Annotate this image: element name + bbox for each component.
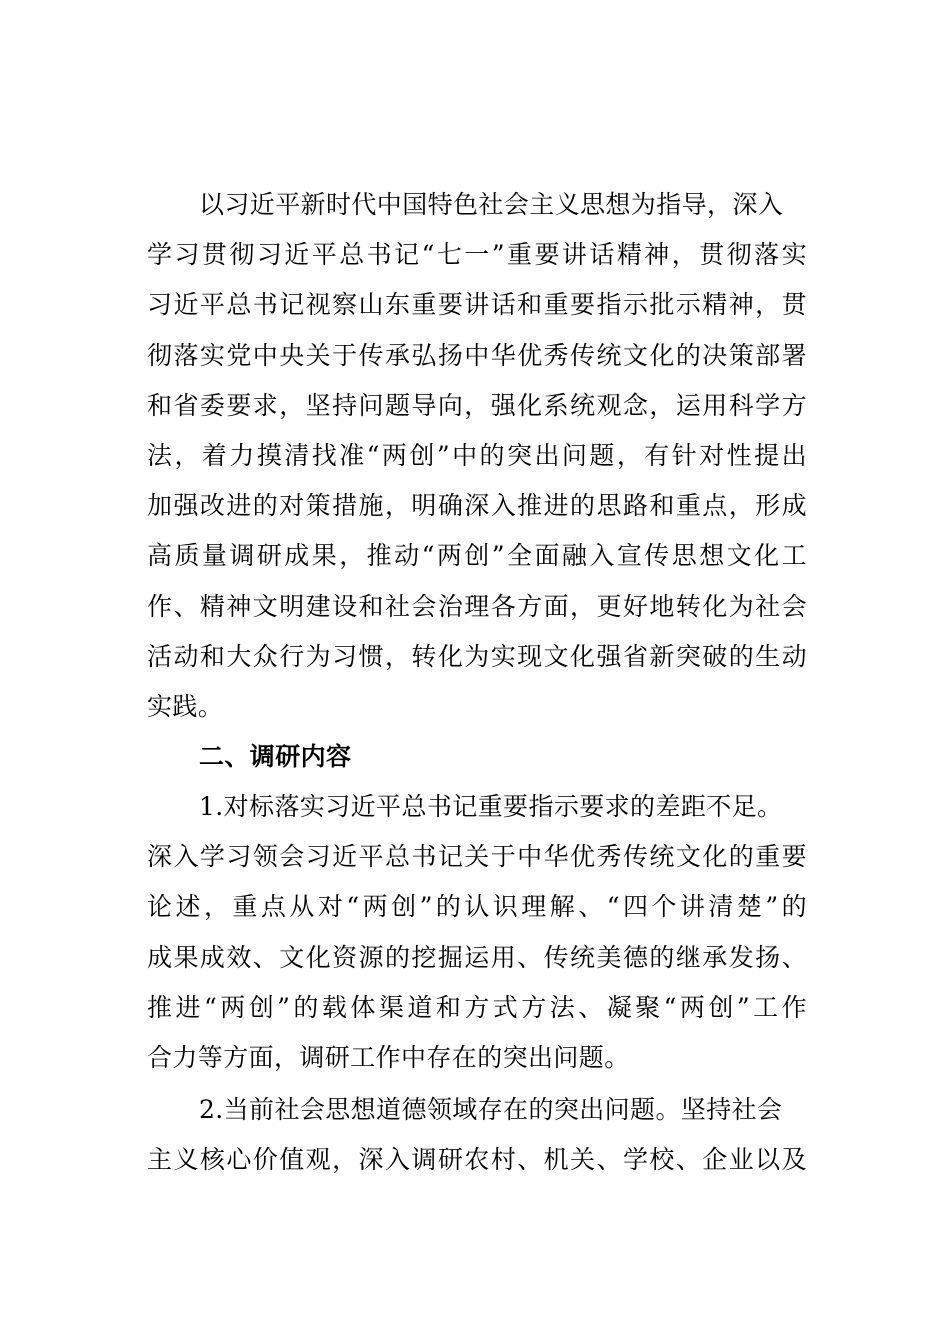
text-line: 论述，重点从对“两创”的认识理解、“四个讲清楚”的 <box>147 892 807 922</box>
text-line: 深入学习领会习近平总书记关于中华优秀传统文化的重要 <box>147 842 807 872</box>
text-line: 和省委要求，坚持问题导向，强化系统观念，运用科学方 <box>147 390 807 420</box>
text-line: 以习近平新时代中国特色社会主义思想为指导，深入 <box>199 190 784 219</box>
section-heading: 二、调研内容 <box>199 742 352 771</box>
text-line: 加强改进的对策措施，明确深入推进的思路和重点，形成 <box>147 491 807 521</box>
text-line: 1.对标落实习近平总书记重要指示要求的差距不足。 <box>199 792 783 821</box>
text-line: 高质量调研成果，推动“两创”全面融入宣传思想文化工 <box>147 541 807 571</box>
research-item-2 <box>147 1085 807 1185</box>
text-line: 2.当前社会思想道德领域存在的突出问题。坚持社会 <box>199 1095 783 1124</box>
text-line: 学习贯彻习近平总书记“七一”重要讲话精神，贯彻落实 <box>147 240 807 270</box>
text-line: 活动和大众行为习惯，转化为实现文化强省新突破的生动 <box>147 641 807 671</box>
guiding-paragraph <box>147 180 807 732</box>
section-heading-block <box>147 732 807 782</box>
text-line: 主义核心价值观，深入调研农村、机关、学校、企业以及 <box>147 1145 807 1175</box>
text-line: 推进“两创”的载体渠道和方式方法、凝聚“两创”工作 <box>147 992 807 1022</box>
text-line: 法，着力摸清找准“两创”中的突出问题，有针对性提出 <box>147 440 807 470</box>
text-line: 成果成效、文化资源的挖掘运用、传统美德的继承发扬、 <box>147 942 807 972</box>
text-line: 实践。 <box>147 691 224 721</box>
text-line: 彻落实党中央关于传承弘扬中华优秀传统文化的决策部署 <box>147 340 807 370</box>
text-line: 合力等方面，调研工作中存在的突出问题。 <box>147 1042 630 1072</box>
text-line: 习近平总书记视察山东重要讲话和重要指示批示精神，贯 <box>147 290 807 320</box>
research-item-1 <box>147 782 807 1083</box>
text-line: 作、精神文明建设和社会治理各方面，更好地转化为社会 <box>147 591 807 621</box>
